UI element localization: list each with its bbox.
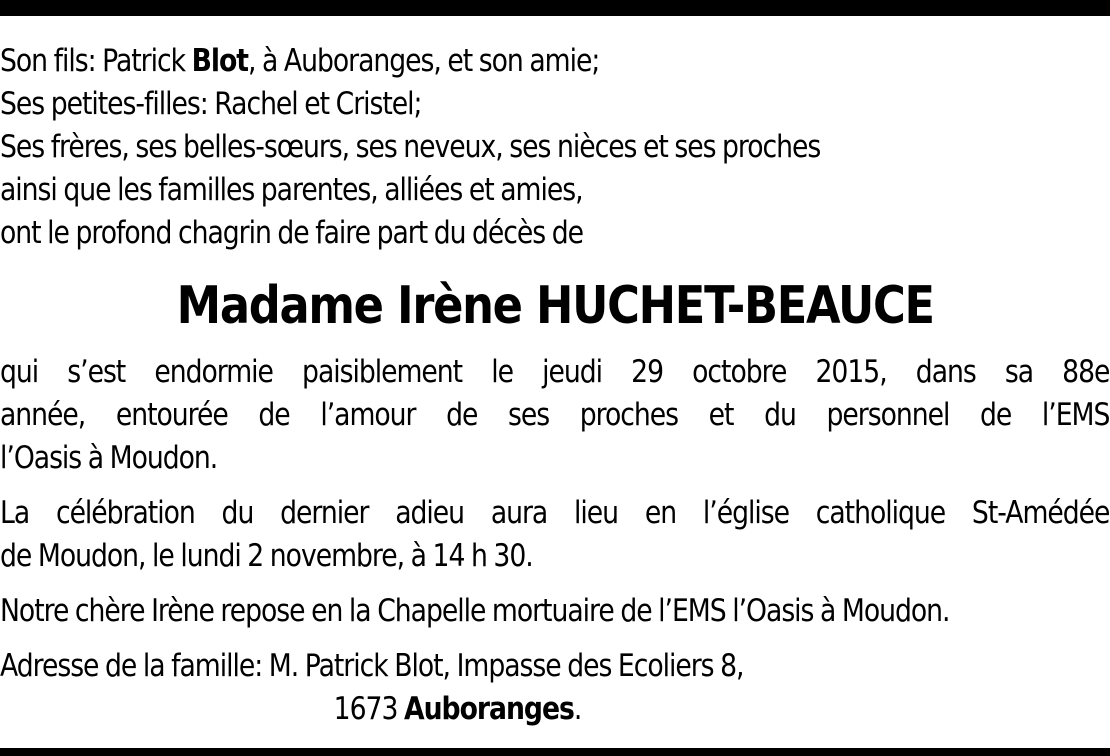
intro-son-text-end: , à Auboranges, et son amie; [248, 43, 600, 79]
address-line-1: Adresse de la famille: M. Patrick Blot, Impasse des Ecoliers 8, [0, 648, 744, 684]
obituary-notice [0, 40, 1110, 731]
address-line-2 [0, 688, 1109, 731]
address-town: Auboranges [403, 691, 574, 727]
address-end: . [573, 691, 582, 727]
passing-line-1: qui s’est endormie paisiblement le jeudi 29 octobre 2015, dans sa 88e [0, 354, 1110, 390]
intro-line-families: ainsi que les familles parentes, alliées et amies, [0, 172, 583, 208]
ceremony-line-1: La célébration du dernier adieu aura lieu en l’église catholique St-Amédée [0, 495, 1110, 531]
intro-line-siblings: Ses frères, ses belles-sœurs, ses neveux, ses nièces et ses proches [0, 129, 821, 165]
rest-line-1: Notre chère Irène repose en la Chapelle mortuaire de l’EMS l’Oasis à Moudon. [0, 593, 950, 629]
paragraph-ceremony [0, 492, 1110, 578]
intro-line-granddaughters: Ses petites-filles: Rachel et Cristel; [0, 86, 422, 122]
paragraph-rest [0, 590, 1110, 633]
deceased-name [0, 271, 1110, 341]
top-rule [0, 0, 1110, 16]
address-postcode: 1673 [333, 691, 404, 727]
intro-son-surname: Blot [191, 43, 249, 79]
ceremony-line-2: de Moudon, le lundi 2 novembre, à 14 h 30. [0, 538, 533, 574]
bottom-rule [0, 748, 1110, 756]
family-intro [0, 40, 1110, 255]
intro-son-text: Son fils: Patrick [0, 43, 192, 79]
paragraph-address [0, 645, 1110, 731]
passing-line-3: l’Oasis à Moudon. [0, 440, 218, 476]
intro-line-son [0, 40, 955, 83]
passing-line-2: année, entourée de l’amour de ses proches et du personnel de l’EMS [0, 397, 1110, 433]
deceased-name-text: Madame Irène HUCHET-BEAUCE [176, 276, 934, 336]
intro-line-announcement: ont le profond chagrin de faire part du décès de [0, 215, 583, 251]
paragraph-passing [0, 351, 1110, 480]
